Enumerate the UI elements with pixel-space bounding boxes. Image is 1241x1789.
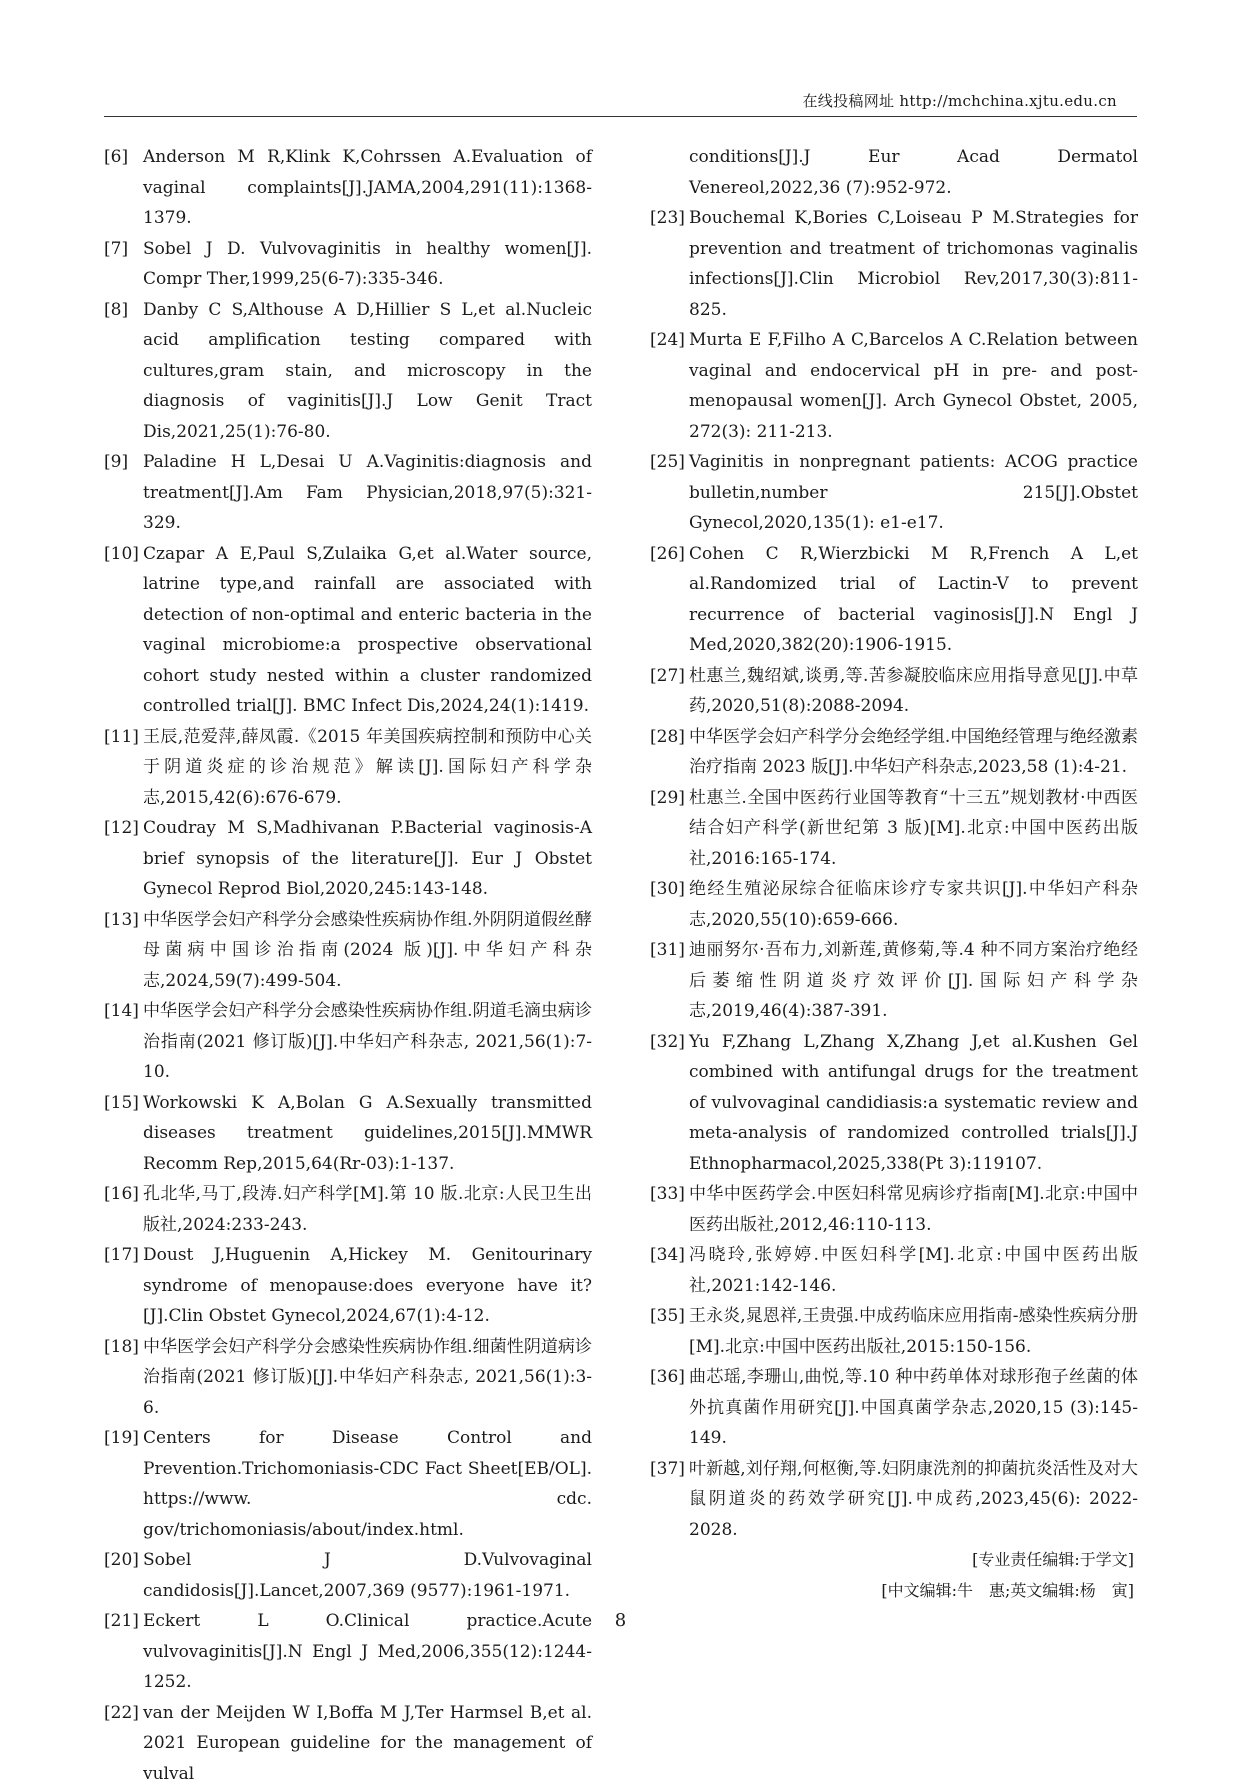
reference-number: [14] [104, 996, 139, 1027]
reference-number: [7] [104, 234, 128, 265]
reference-number: [19] [104, 1423, 139, 1454]
reference-text: 中华医学会妇产科学分会感染性疾病协作组.细菌性阴道病诊治指南(2021 修订版)[J].中华妇产科杂志, 2021,56(1):3-6. [143, 1337, 592, 1418]
reference-item [104, 1423, 592, 1545]
reference-item [104, 1088, 592, 1180]
reference-number: [10] [104, 539, 139, 570]
reference-item [104, 1545, 592, 1606]
reference-text: van der Meijden W I,Boffa M J,Ter Harmsel B,et al. 2021 European guideline for the management of vulval [143, 1703, 592, 1784]
reference-text: Murta E F,Filho A C,Barcelos A C.Relation between vaginal and endocervical pH in pre- and post-menopausal women[J]. Arch Gynecol Obstet, 2005, 272(3): 211-213. [689, 330, 1138, 442]
page-number: 8 [0, 1610, 1241, 1631]
reference-number: [17] [104, 1240, 139, 1271]
right-reference-column [650, 142, 1138, 1606]
reference-number: [26] [650, 539, 685, 570]
reference-text: 叶新越,刘仔翔,何枢衡,等.妇阴康洗剂的抑菌抗炎活性及对大鼠阴道炎的药效学研究[J].中成药,2023,45(6): 2022-2028. [689, 1459, 1138, 1540]
reference-text: Anderson M R,Klink K,Cohrssen A.Evaluation of vaginal complaints[J].JAMA,2004,291(11):1368-1379. [143, 147, 592, 228]
reference-text: Doust J,Huguenin A,Hickey M. Genitourinary syndrome of menopause:does everyone have it?[J].Clin Obstet Gynecol,2024,67(1):4-12. [143, 1245, 592, 1326]
reference-item [650, 935, 1138, 1027]
reference-number: [29] [650, 783, 685, 814]
reference-number: [34] [650, 1240, 685, 1271]
reference-text: Yu F,Zhang L,Zhang X,Zhang J,et al.Kushen Gel combined with antifungal drugs for the treatment of vulvovaginal candidiasis:a systematic review and meta-analysis of randomized controlled trials[J].J Ethnopharmacol,2025,338(Pt 3):119107. [689, 1032, 1138, 1174]
reference-item [104, 142, 592, 234]
reference-item [650, 447, 1138, 539]
reference-item [104, 234, 592, 295]
header-url-text: 在线投稿网址 http://mchchina.xjtu.edu.cn [803, 90, 1118, 111]
reference-item [104, 1698, 592, 1789]
reference-item [650, 661, 1138, 722]
reference-text: Danby C S,Althouse A D,Hillier S L,et al.Nucleic acid amplification testing compared with cultures,gram stain, and microscopy in the diagnosis of vaginitis[J].J Low Genit Tract Dis,2021,25(1):76-80. [143, 300, 592, 442]
reference-item [650, 1179, 1138, 1240]
reference-item [650, 874, 1138, 935]
reference-text: Cohen C R,Wierzbicki M R,French A L,et al.Randomized trial of Lactin-V to prevent recurrence of bacterial vaginosis[J].N Engl J Med,2020,382(20):1906-1915. [689, 544, 1138, 656]
reference-text: Workowski K A,Bolan G A.Sexually transmitted diseases treatment guidelines,2015[J].MMWR Recomm Rep,2015,64(Rr-03):1-137. [143, 1093, 592, 1174]
reference-item [650, 142, 1138, 203]
reference-item [650, 722, 1138, 783]
reference-text: 迪丽努尔·吾布力,刘新莲,黄修菊,等.4 种不同方案治疗绝经后萎缩性阴道炎疗效评价[J].国际妇产科学杂志,2019,46(4):387-391. [689, 940, 1138, 1021]
reference-item [650, 1454, 1138, 1546]
reference-number: [28] [650, 722, 685, 753]
reference-number: [22] [104, 1698, 139, 1729]
reference-number: [16] [104, 1179, 139, 1210]
reference-text: Centers for Disease Control and Prevention.Trichomoniasis-CDC Fact Sheet[EB/OL]. https://www. cdc. gov/trichomoniasis/about/index.html. [143, 1428, 592, 1540]
reference-text: conditions[J].J Eur Acad Dermatol Venereol,2022,36 (7):952-972. [689, 147, 1138, 198]
reference-item [104, 1240, 592, 1332]
reference-number: [36] [650, 1362, 685, 1393]
reference-number: [33] [650, 1179, 685, 1210]
reference-item [104, 996, 592, 1088]
reference-text: Coudray M S,Madhivanan P.Bacterial vaginosis-A brief synopsis of the literature[J]. Eur J Obstet Gynecol Reprod Biol,2020,245:143-148. [143, 818, 592, 899]
reference-number: [37] [650, 1454, 685, 1485]
editor-credit: [专业责任编辑:于学文] [650, 1545, 1138, 1576]
reference-number: [31] [650, 935, 685, 966]
reference-text: 王永炎,晁恩祥,王贵强.中成药临床应用指南-感染性疾病分册[M].北京:中国中医药出版社,2015:150-156. [689, 1306, 1138, 1357]
reference-text: 杜惠兰.全国中医药行业国等教育“十三五”规划教材·中西医结合妇产科学(新世纪第 3 版)[M].北京:中国中医药出版社,2016:165-174. [689, 788, 1138, 869]
reference-text: 中华医学会妇产科学分会绝经学组.中国绝经管理与绝经激素治疗指南 2023 版[J].中华妇产科杂志,2023,58 (1):4-21. [689, 727, 1138, 778]
reference-number: [8] [104, 295, 128, 326]
reference-text: 中华中医药学会.中医妇科常见病诊疗指南[M].北京:中国中医药出版社,2012,46:110-113. [689, 1184, 1138, 1235]
reference-item [104, 539, 592, 722]
reference-number: [18] [104, 1332, 139, 1363]
reference-item [104, 447, 592, 539]
reference-number: [27] [650, 661, 685, 692]
reference-text: 曲芯瑶,李珊山,曲悦,等.10 种中药单体对球形孢子丝菌的体外抗真菌作用研究[J].中国真菌学杂志,2020,15 (3):145-149. [689, 1367, 1138, 1448]
reference-number: [23] [650, 203, 685, 234]
reference-item [650, 1027, 1138, 1180]
reference-item [104, 1179, 592, 1240]
reference-text: 中华医学会妇产科学分会感染性疾病协作组.阴道毛滴虫病诊治指南(2021 修订版)[J].中华妇产科杂志, 2021,56(1):7-10. [143, 1001, 592, 1082]
reference-number: [35] [650, 1301, 685, 1332]
reference-item [650, 1301, 1138, 1362]
reference-text: Sobel J D. Vulvovaginitis in healthy women[J]. Compr Ther,1999,25(6-7):335-346. [143, 239, 592, 290]
reference-item [650, 325, 1138, 447]
reference-number: [20] [104, 1545, 139, 1576]
reference-item [650, 203, 1138, 325]
reference-number: [13] [104, 905, 139, 936]
reference-text: Bouchemal K,Bories C,Loiseau P M.Strategies for prevention and treatment of trichomonas vaginalis infections[J].Clin Microbiol Rev,2017,30(3):811-825. [689, 208, 1138, 320]
reference-item [104, 295, 592, 448]
reference-text: Paladine H L,Desai U A.Vaginitis:diagnosis and treatment[J].Am Fam Physician,2018,97(5):321-329. [143, 452, 592, 533]
reference-number: [30] [650, 874, 685, 905]
left-reference-column [104, 142, 592, 1789]
reference-text: Vaginitis in nonpregnant patients: ACOG practice bulletin,number 215[J].Obstet Gynecol,2020,135(1): e1-e17. [689, 452, 1138, 533]
reference-text: Sobel J D.Vulvovaginal candidosis[J].Lancet,2007,369 (9577):1961-1971. [143, 1550, 592, 1601]
reference-number: [11] [104, 722, 139, 753]
reference-number: [6] [104, 142, 128, 173]
reference-text: Eckert L O.Clinical practice.Acute vulvovaginitis[J].N Engl J Med,2006,355(12):1244-1252. [143, 1611, 592, 1692]
reference-item [104, 905, 592, 997]
reference-number: [15] [104, 1088, 139, 1119]
reference-text: Czapar A E,Paul S,Zulaika G,et al.Water source, latrine type,and rainfall are associated with detection of non-optimal and enteric bacteria in the vaginal microbiome:a prospective observational cohort study nested within a cluster randomized controlled trial[J]. BMC Infect Dis,2024,24(1):1419. [143, 544, 592, 717]
reference-text: 绝经生殖泌尿综合征临床诊疗专家共识[J].中华妇产科杂志,2020,55(10):659-666. [689, 879, 1138, 930]
reference-number: [24] [650, 325, 685, 356]
reference-item [650, 783, 1138, 875]
reference-number: [12] [104, 813, 139, 844]
running-header [104, 86, 1137, 117]
reference-number: [25] [650, 447, 685, 478]
reference-item [650, 1240, 1138, 1301]
reference-item [650, 539, 1138, 661]
editor-credit: [中文编辑:牛 惠;英文编辑:杨 寅] [650, 1576, 1138, 1607]
reference-item [104, 813, 592, 905]
reference-text: 王辰,范爱萍,薛凤霞.《2015 年美国疾病控制和预防中心关于阴道炎症的诊治规范》解读[J].国际妇产科学杂志,2015,42(6):676-679. [143, 727, 592, 808]
reference-item [104, 722, 592, 814]
reference-text: 冯晓玲,张婷婷.中医妇科学[M].北京:中国中医药出版社,2021:142-146. [689, 1245, 1138, 1296]
reference-number: [32] [650, 1027, 685, 1058]
reference-item [104, 1332, 592, 1424]
reference-number: [9] [104, 447, 128, 478]
reference-text: 孔北华,马丁,段涛.妇产科学[M].第 10 版.北京:人民卫生出版社,2024:233-243. [143, 1184, 592, 1235]
reference-item [650, 1362, 1138, 1454]
reference-text: 中华医学会妇产科学分会感染性疾病协作组.外阴阴道假丝酵母菌病中国诊治指南(2024 版)[J].中华妇产科杂志,2024,59(7):499-504. [143, 910, 592, 991]
reference-number: [21] [104, 1606, 139, 1637]
reference-text: 杜惠兰,魏绍斌,谈勇,等.苦参凝胶临床应用指导意见[J].中草药,2020,51(8):2088-2094. [689, 666, 1138, 717]
